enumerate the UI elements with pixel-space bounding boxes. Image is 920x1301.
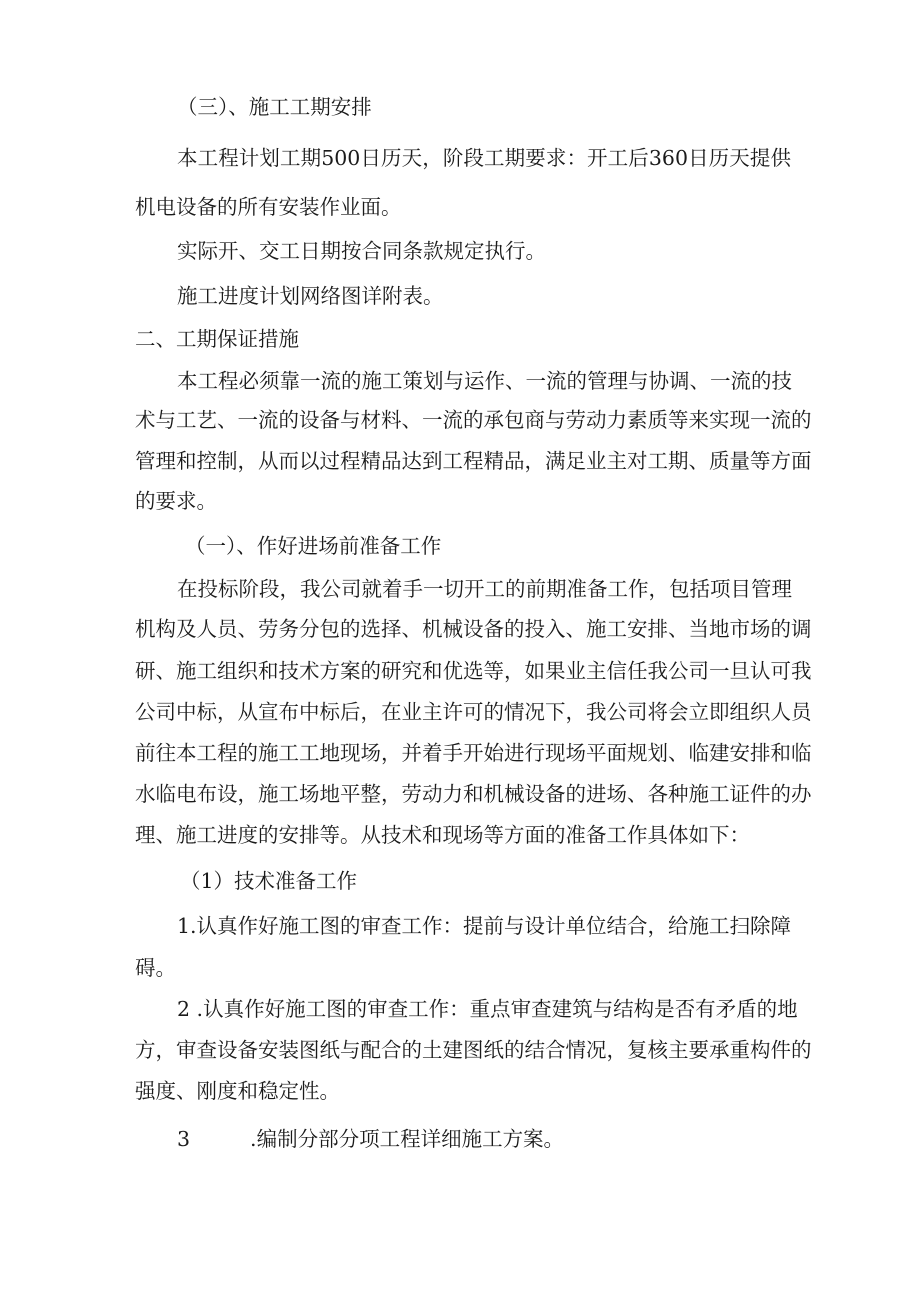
- list-item-line: 强度、刚度和稳定性。: [135, 1079, 340, 1103]
- section1-heading: （一）、作好进场前准备工作: [185, 534, 442, 558]
- chapter2-heading: 二、工期保证措施: [135, 327, 299, 351]
- schedule-paragraph-line: 本工程计划工期500日历天，阶段工期要求：开工后360日历天提供: [177, 146, 791, 170]
- list-item: [177, 1126, 564, 1152]
- schedule-paragraph-line: 机电设备的所有安装作业面。: [135, 195, 402, 219]
- prep-paragraph-line: 前往本工程的施工工地现场，并着手开始进行现场平面规划、临建安排和临: [135, 741, 812, 765]
- schedule-paragraph: 施工进度计划网络图详附表。: [177, 284, 444, 308]
- list-item-line: 1.认真作好施工图的审查工作：提前与设计单位结合，给施工扫除障: [177, 914, 792, 938]
- list-item-number: 3: [177, 1127, 191, 1151]
- list-item-line: 碍。: [135, 956, 176, 980]
- section3-heading: （三）、施工工期安排: [177, 95, 372, 119]
- intro-paragraph-line: 本工程必须靠一流的施工策划与运作、一流的管理与协调、一流的技: [177, 369, 792, 393]
- prep-paragraph-line: 水临电布设，施工场地平整，劳动力和机械设备的进场、各种施工证件的办: [135, 782, 812, 806]
- schedule-paragraph: 实际开、交工日期按合同条款规定执行。: [177, 239, 546, 263]
- prep-paragraph-line: 在投标阶段，我公司就着手一切开工的前期准备工作，包括项目管理: [177, 577, 792, 601]
- prep-paragraph-line: 公司中标，从宣布中标后，在业主许可的情况下，我公司将会立即组织人员: [135, 700, 812, 724]
- list-item-line: 方，审查设备安装图纸与配合的土建图纸的结合情况，复核主要承重构件的: [135, 1038, 812, 1062]
- intro-paragraph-line: 管理和控制，从而以过程精品达到工程精品，满足业主对工期、质量等方面: [135, 449, 812, 473]
- prep-paragraph-line: 机构及人员、劳务分包的选择、机械设备的投入、施工安排、当地市场的调: [135, 617, 812, 641]
- intro-paragraph-line: 的要求。: [135, 489, 217, 513]
- prep-paragraph-line: 理、施工进度的安排等。从技术和现场等方面的准备工作具体如下：: [135, 823, 750, 847]
- list-item-line: 2 .认真作好施工图的审查工作：重点审查建筑与结构是否有矛盾的地: [177, 997, 798, 1021]
- intro-paragraph-line: 术与工艺、一流的设备与材料、一流的承包商与劳动力素质等来实现一流的: [135, 408, 812, 432]
- prep-paragraph-line: 研、施工组织和技术方案的研究和优选等，如果业主信任我公司一旦认可我: [135, 659, 812, 683]
- tech-prep-heading: （1）技术准备工作: [180, 869, 358, 893]
- list-item-text: .编制分部分项工程详细施工方案。: [250, 1127, 565, 1151]
